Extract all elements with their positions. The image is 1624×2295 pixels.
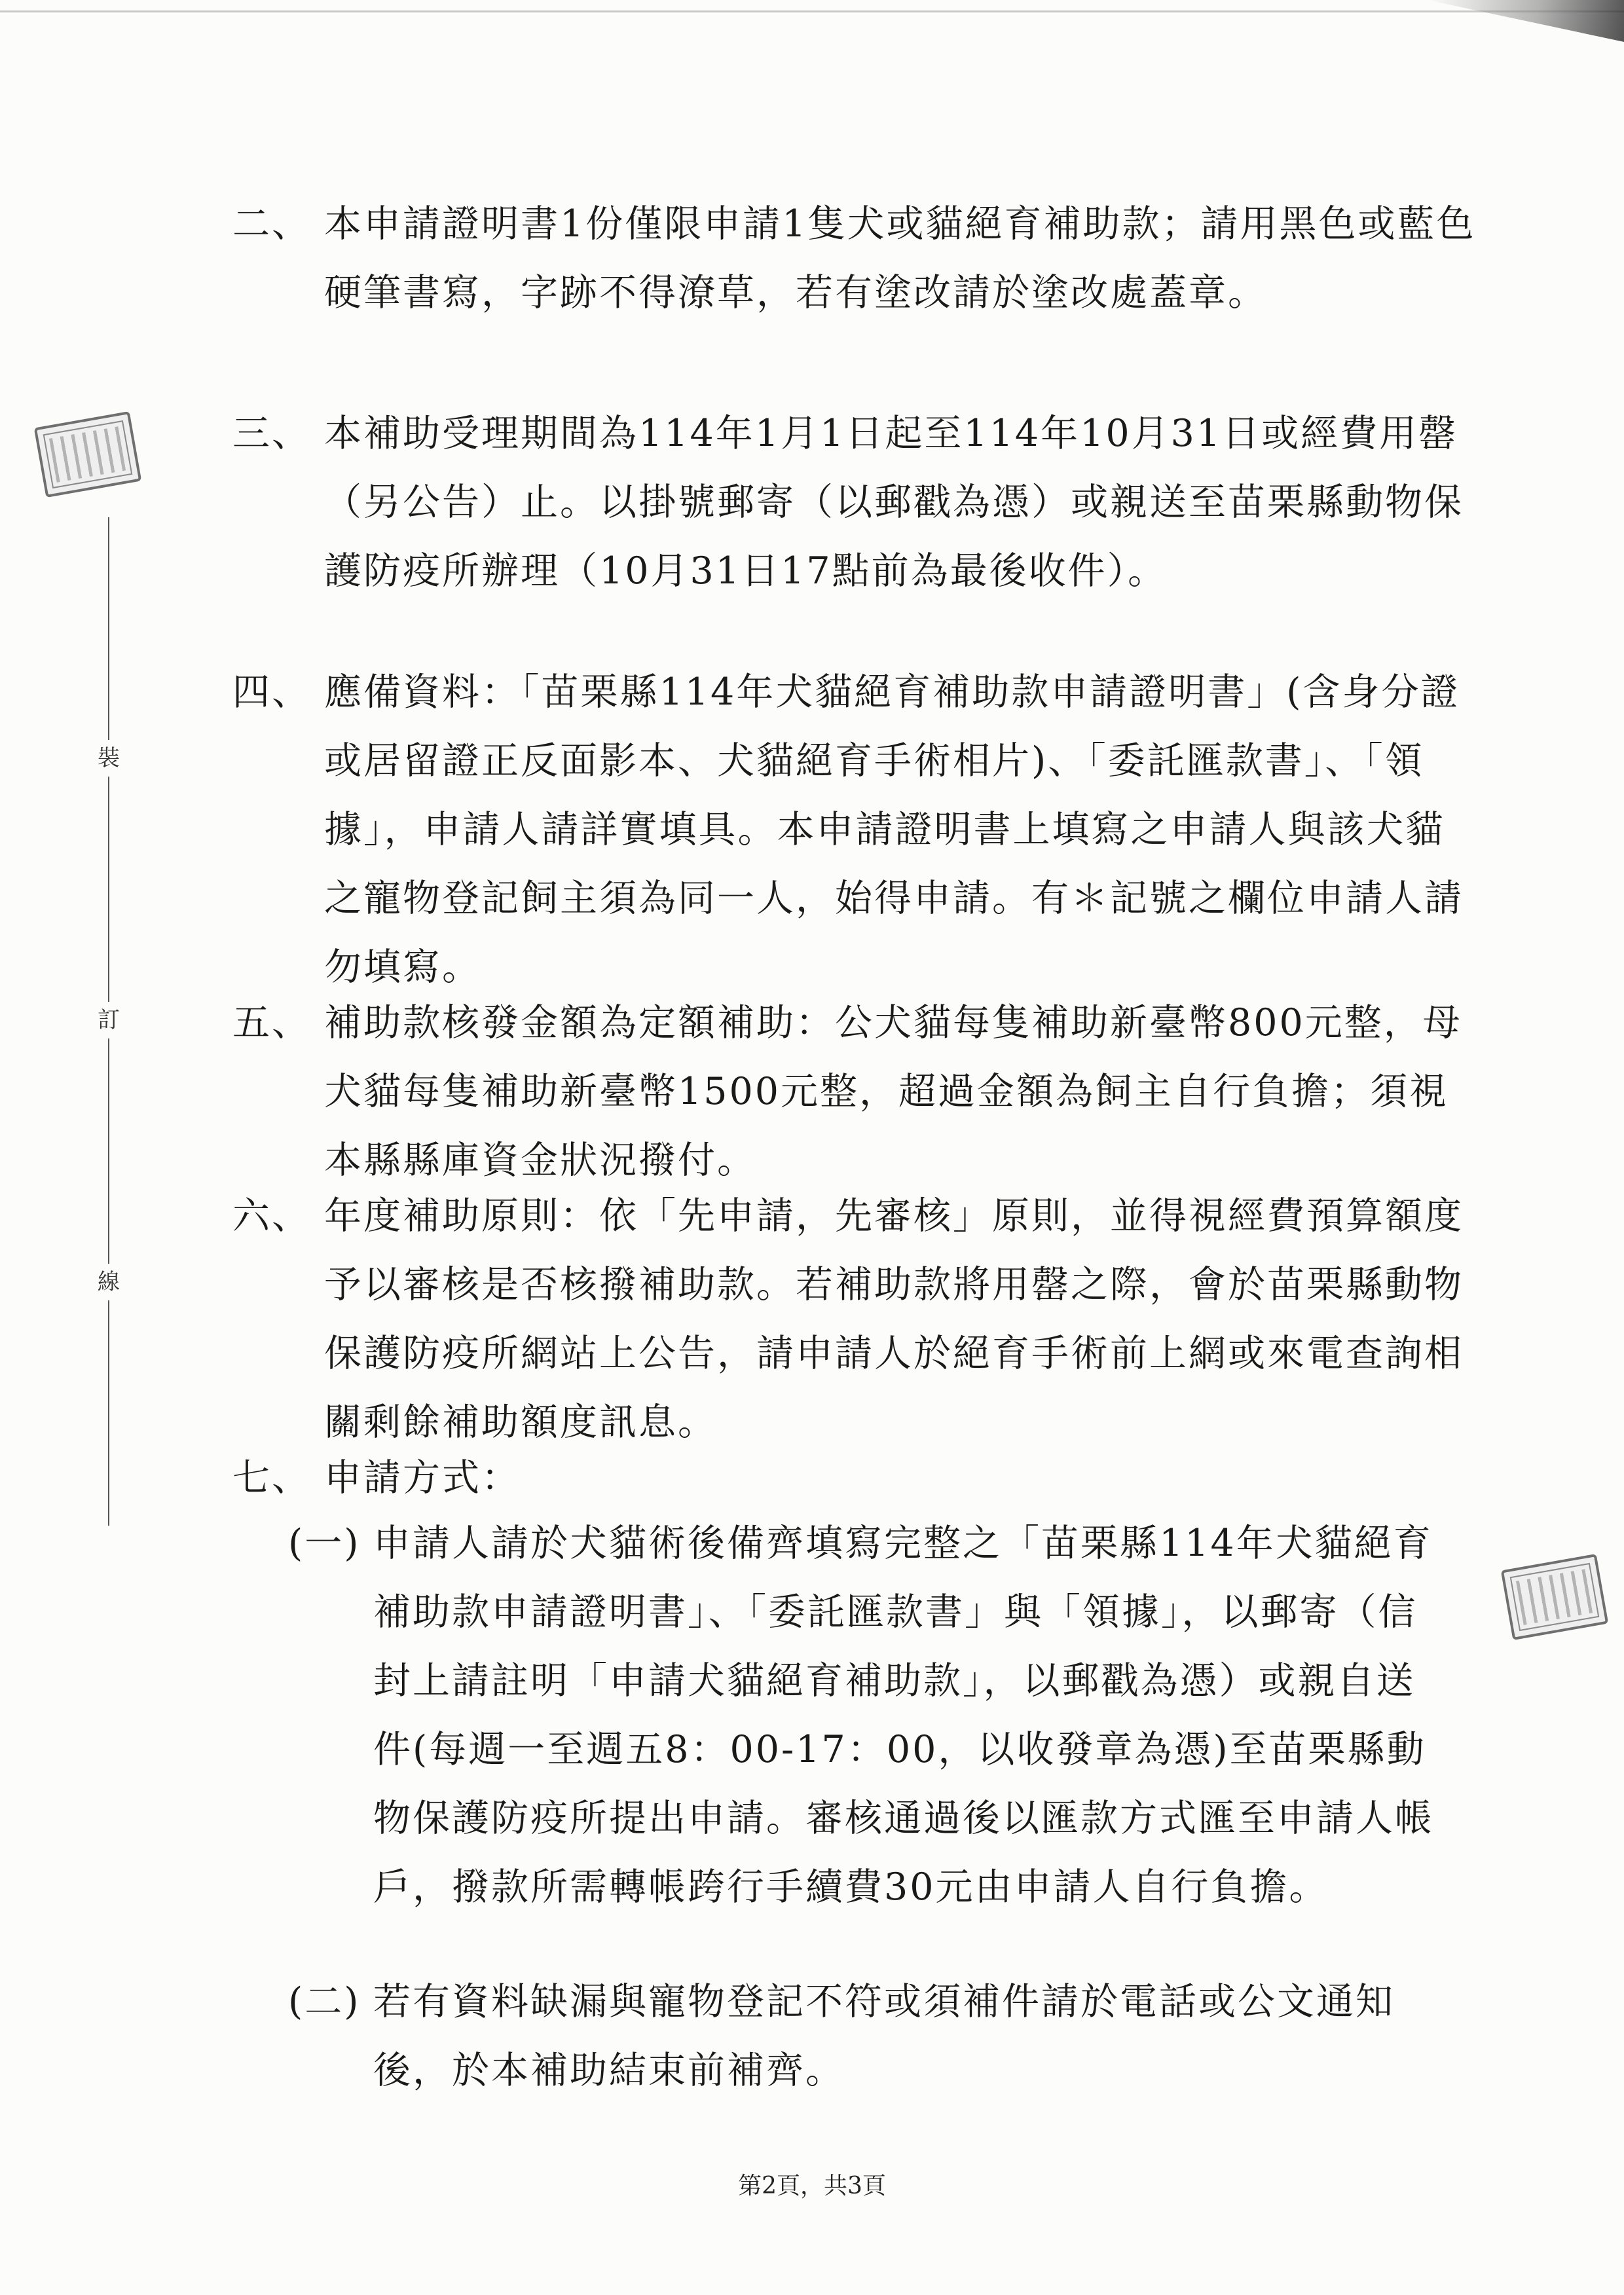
item-number: 五、 bbox=[232, 1001, 311, 1044]
scan-edge-line bbox=[0, 10, 1624, 12]
item-number: 四、 bbox=[232, 670, 311, 714]
binding-char-ding: 訂 bbox=[90, 1002, 127, 1038]
page-footer: 第2頁，共3頁 bbox=[738, 2173, 886, 2199]
item-2 bbox=[232, 190, 1476, 327]
item-5 bbox=[232, 989, 1462, 1195]
subitem-number: (二) bbox=[288, 1980, 361, 2023]
official-seal-stamp-right bbox=[1501, 1554, 1609, 1640]
item-number: 三、 bbox=[232, 412, 311, 455]
item-text: 本補助受理期間為114年1月1日起至114年10月31日或經費用罄（另公告）止。以掛號郵寄（以郵戳為憑）或親送至苗栗縣動物保護防疫所辦理（10月31日17點前為最後收件）。 bbox=[324, 412, 1464, 593]
item-text: 應備資料：「苗栗縣114年犬貓絕育補助款申請證明書」(含身分證或居留證正反面影本、犬貓絕育手術相片)、「委託匯款書」、「領據」，申請人請詳實填具。本申請證明書上填寫之申請人與該犬貓之寵物登記飼主須為同一人，始得申請。有＊記號之欄位申請人請勿填寫。 bbox=[324, 670, 1464, 989]
item-number: 二、 bbox=[232, 202, 311, 246]
item-text: 年度補助原則：依「先申請，先審核」原則，並得視經費預算額度予以審核是否核撥補助款。若補助款將用罄之際，會於苗栗縣動物保護防疫所網站上公告，請申請人於絕育手術前上網或來電查詢相關剩餘補助額度訊息。 bbox=[324, 1194, 1464, 1444]
binding-char-xian: 線 bbox=[90, 1264, 127, 1300]
item-3 bbox=[232, 399, 1464, 606]
item-text: 申請方式： bbox=[324, 1456, 521, 1499]
item-4 bbox=[232, 658, 1464, 1002]
official-seal-stamp-left bbox=[34, 411, 142, 498]
subitem-text: 若有資料缺漏與寵物登記不符或須補件請於電話或公文通知後，於本補助結束前補齊。 bbox=[373, 1980, 1395, 2092]
scan-corner-shadow bbox=[1428, 0, 1624, 42]
subitem-1 bbox=[288, 1509, 1441, 1922]
item-text: 本申請證明書1份僅限申請1隻犬或貓絕育補助款；請用黑色或藍色硬筆書寫，字跡不得潦草，若有塗改請於塗改處蓋章。 bbox=[324, 202, 1476, 314]
item-6 bbox=[232, 1182, 1464, 1457]
item-number: 六、 bbox=[232, 1194, 311, 1238]
item-number: 七、 bbox=[232, 1456, 311, 1499]
item-text: 補助款核發金額為定額補助：公犬貓每隻補助新臺幣800元整，母犬貓每隻補助新臺幣1500元整，超過金額為飼主自行負擔；須視本縣縣庫資金狀況撥付。 bbox=[324, 1001, 1462, 1182]
subitem-number: (一) bbox=[288, 1522, 361, 1565]
binding-char-zhuang: 裝 bbox=[90, 740, 127, 777]
subitem-text: 申請人請於犬貓術後備齊填寫完整之「苗栗縣114年犬貓絕育補助款申請證明書」、「委託匯款書」與「領據」，以郵寄（信封上請註明「申請犬貓絕育補助款」，以郵戳為憑）或親自送件(每週一至週五8：00-17：00，以收發章為憑)至苗栗縣動物保護防疫所提出申請。審核通過後以匯款方式匯至申請人帳戶，撥款所需轉帳跨行手續費30元由申請人自行負擔。 bbox=[373, 1522, 1434, 1909]
subitem-2 bbox=[288, 1968, 1441, 2105]
item-7 bbox=[232, 1444, 1437, 1513]
